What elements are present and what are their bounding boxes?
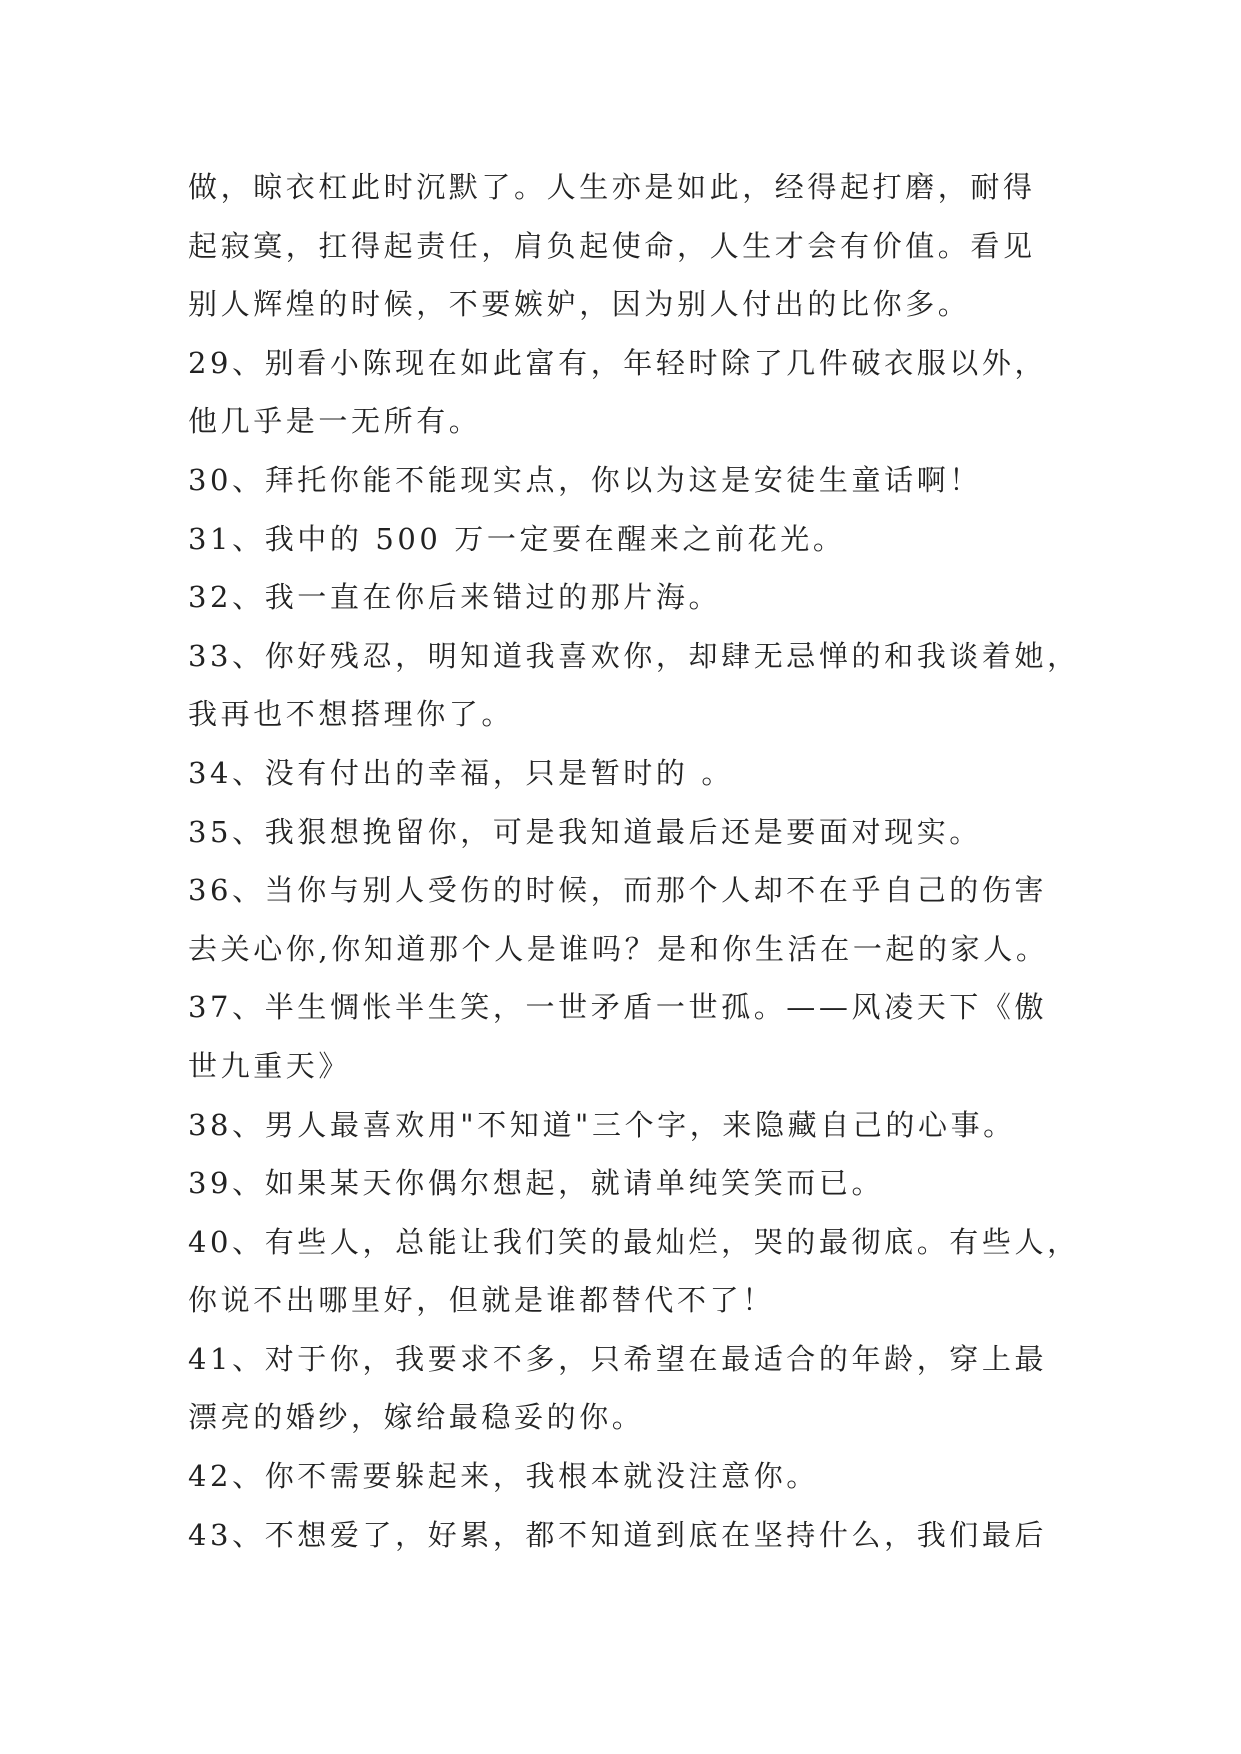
text-line: 漂亮的婚纱，嫁给最稳妥的你。 [188,1400,645,1435]
text-line: 起寂寞，扛得起责任，肩负起使命，人生才会有价值。看见 [188,228,1036,263]
body-text [188,158,1080,1564]
text-line: 32、我一直在你后来错过的那片海。 [188,580,722,615]
text-line: 你说不出哪里好，但就是谁都替代不了！ [188,1283,775,1318]
text-line: 34、没有付出的幸福，只是暂时的 。 [188,755,734,790]
text-line: 43、不想爱了，好累，都不知道到底在坚持什么，我们最后 [188,1517,1048,1552]
text-line: 33、你好残忍，明知道我喜欢你，却肆无忌惮的和我谈着她， [188,638,1080,673]
text-line: 41、对于你，我要求不多，只希望在最适合的年龄，穿上最 [188,1341,1048,1376]
text-line: 36、当你与别人受伤的时候，而那个人却不在乎自己的伤害 [188,873,1048,908]
text-line: 世九重天》 [188,1048,352,1083]
text-line: 42、你不需要躲起来，我根本就没注意你。 [188,1459,819,1494]
text-line: 别人辉煌的时候，不要嫉妒，因为别人付出的比你多。 [188,287,971,322]
text-line: 30、拜托你能不能现实点，你以为这是安徒生童话啊！ [188,462,982,497]
text-line: 29、别看小陈现在如此富有，年轻时除了几件破衣服以外， [188,345,1048,380]
text-line: 40、有些人，总能让我们笑的最灿烂，哭的最彻底。有些人， [188,1224,1080,1259]
text-line: 39、如果某天你偶尔想起，就请单纯笑笑而已。 [188,1166,885,1201]
text-line: 他几乎是一无所有。 [188,404,482,439]
text-line: 35、我狠想挽留你，可是我知道最后还是要面对现实。 [188,814,982,849]
text-line: 我再也不想搭理你了。 [188,697,515,732]
text-line: 38、男人最喜欢用"不知道"三个字，来隐藏自己的心事。 [188,1107,1016,1142]
text-line: 做，晾衣杠此时沉默了。人生亦是如此，经得起打磨，耐得 [188,170,1036,204]
text-line: 去关心你,你知道那个人是谁吗？是和你生活在一起的家人。 [188,931,1049,966]
text-line: 31、我中的 500 万一定要在醒来之前花光。 [188,521,846,556]
text-line: 37、半生惆怅半生笑，一世矛盾一世孤。——风凌天下《傲 [188,990,1048,1025]
